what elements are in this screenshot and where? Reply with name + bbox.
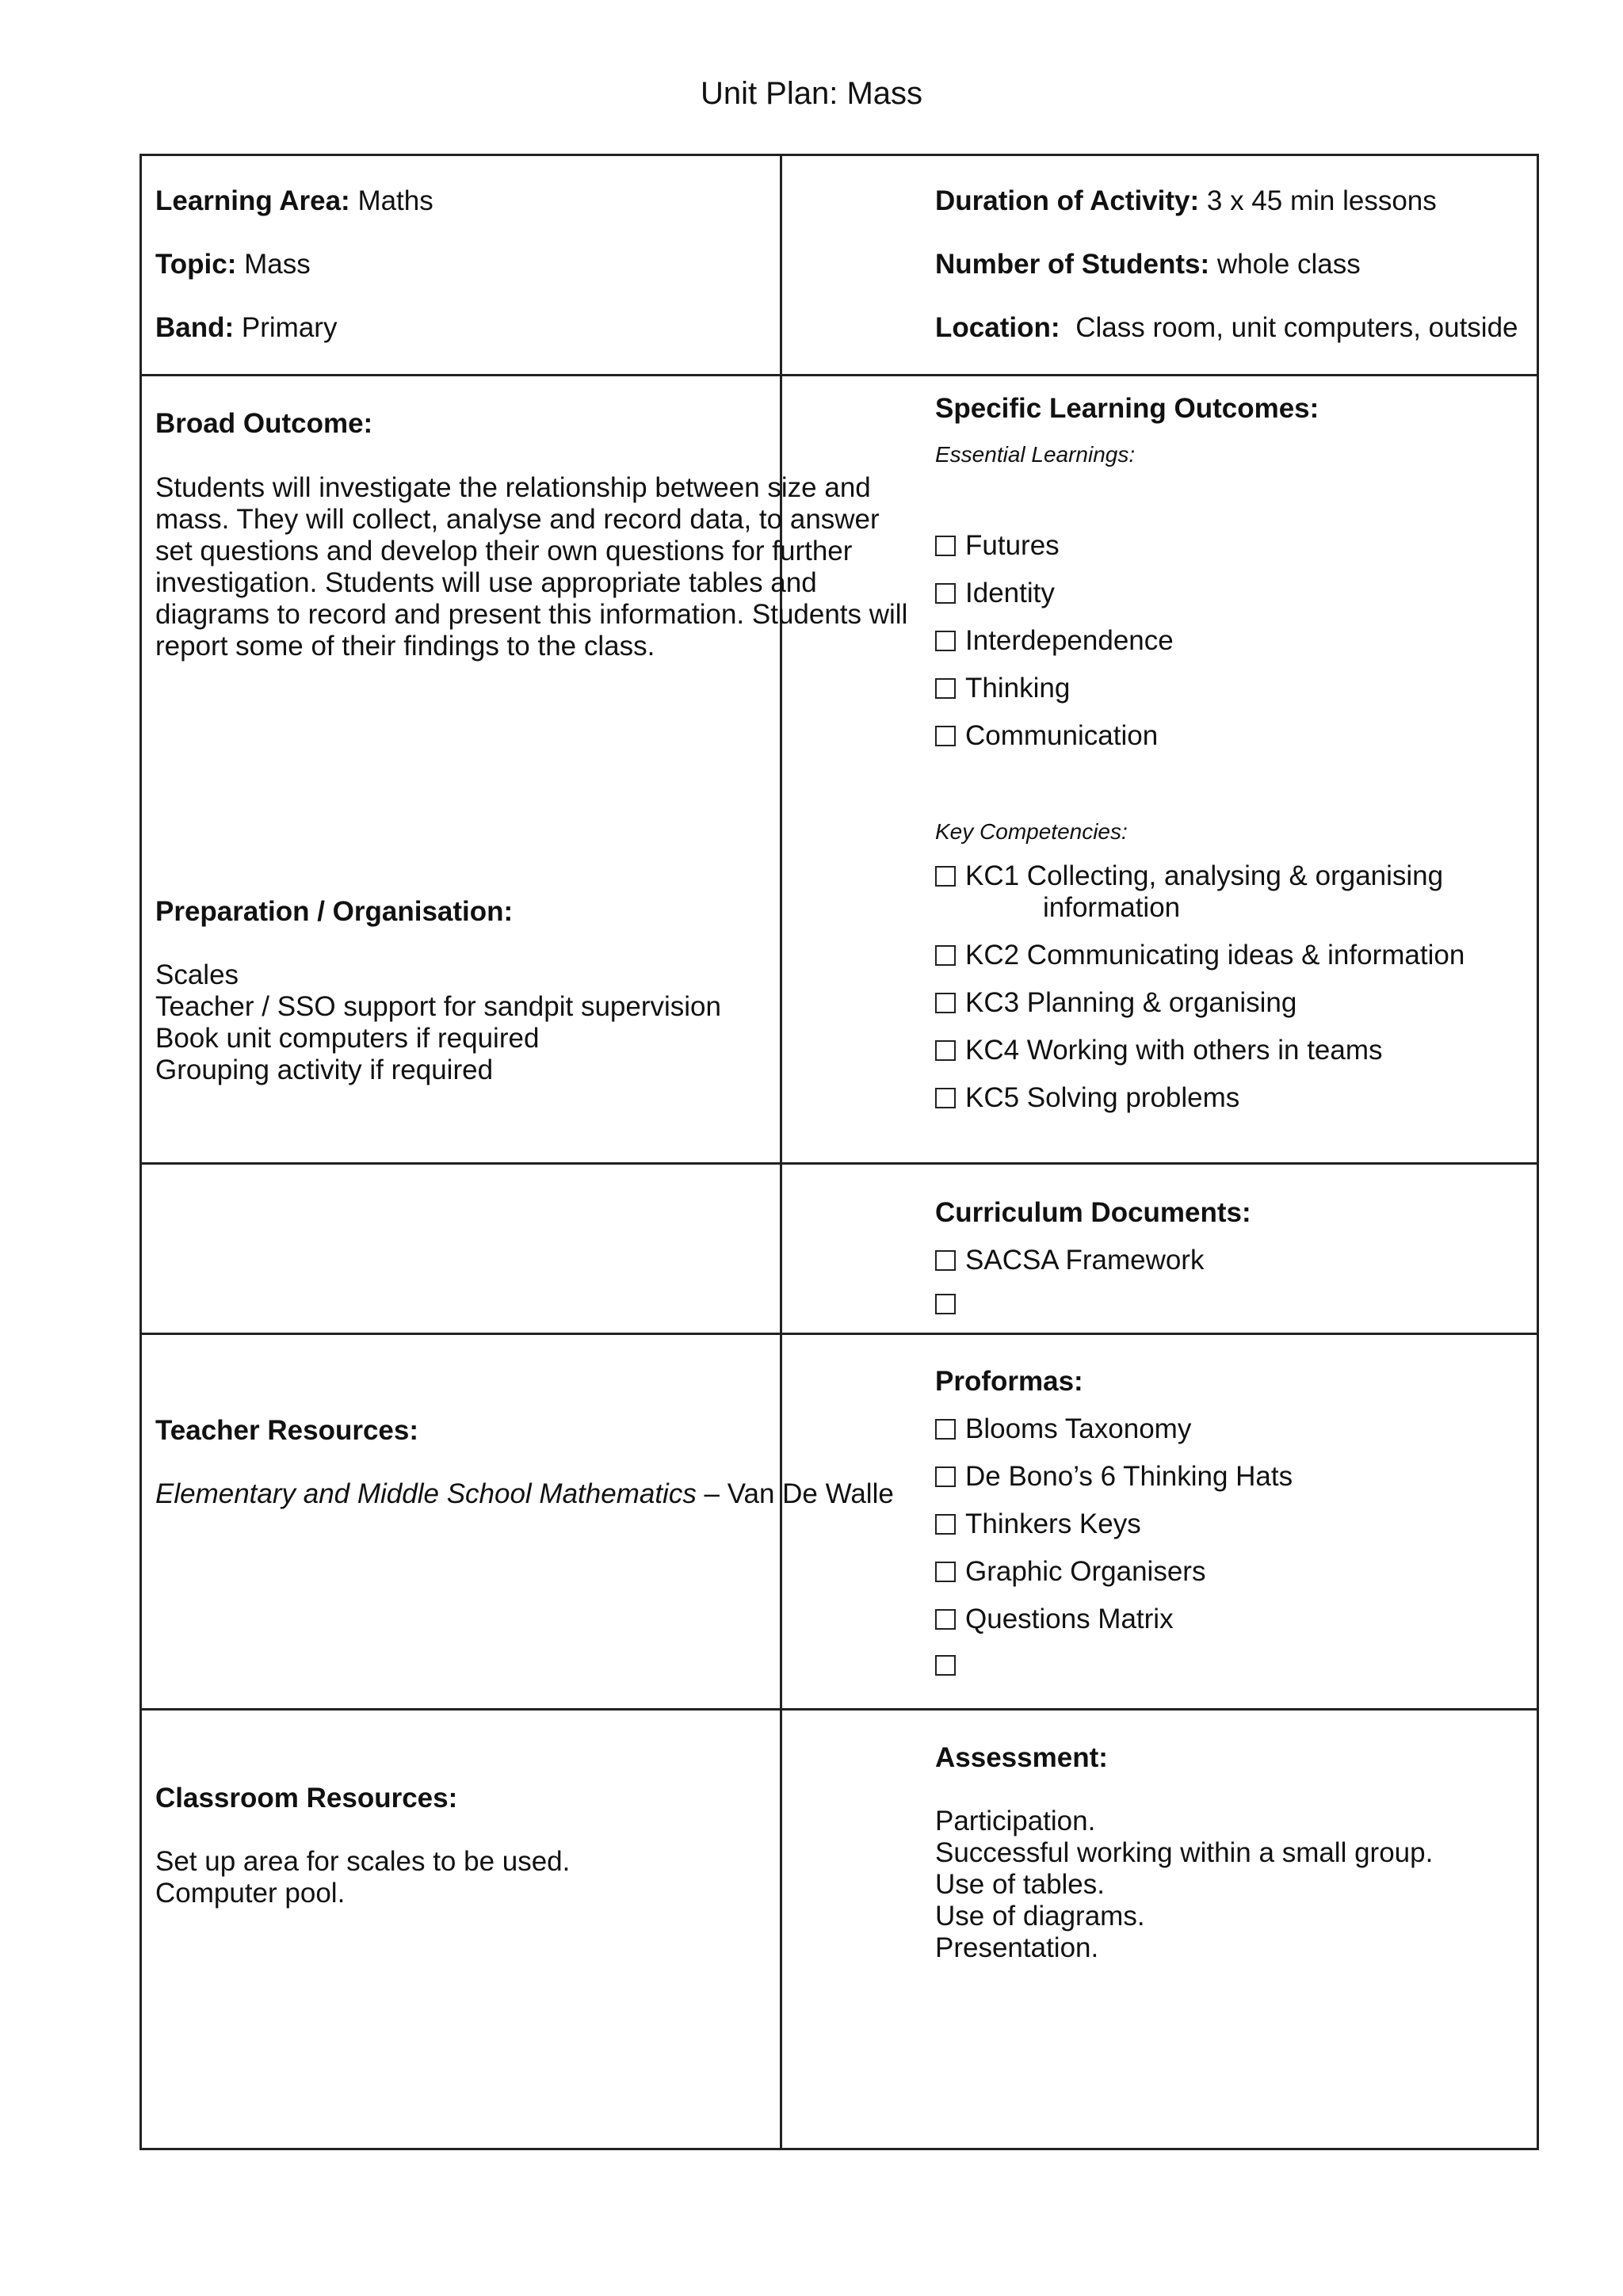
- preparation-item: Grouping activity if required: [155, 1055, 494, 1085]
- assessment-item: Use of tables.: [935, 1869, 1105, 1900]
- broad-outcome-label: Broad Outcome:: [155, 408, 373, 439]
- checkbox-item: De Bono’s 6 Thinking Hats: [935, 1461, 1293, 1493]
- checkbox-item: KC4 Working with others in teams: [935, 1035, 1383, 1066]
- specific-outcomes-label: Specific Learning Outcomes:: [935, 393, 1319, 424]
- checkbox[interactable]: [935, 1655, 956, 1676]
- preparation-item: Teacher / SSO support for sandpit supervision: [155, 991, 721, 1022]
- topic-label: Topic:: [155, 249, 237, 280]
- broad-outcome-line: mass. They will collect, analyse and record data, to answer: [155, 504, 880, 535]
- location-label: Location:: [935, 312, 1060, 343]
- broad-outcome-line: diagrams to record and present this information. Students will: [155, 599, 908, 630]
- checkbox[interactable]: [935, 1466, 956, 1487]
- broad-outcome-line: set questions and develop their own questions for further: [155, 536, 853, 566]
- duration-label: Duration of Activity:: [935, 185, 1200, 216]
- checkbox-item: Graphic Organisers: [935, 1556, 1205, 1588]
- checkbox-item: Interdependence: [935, 625, 1174, 657]
- row-divider: [139, 374, 1539, 376]
- assessment-label: Assessment:: [935, 1742, 1108, 1773]
- checkbox[interactable]: [935, 1294, 956, 1314]
- book-author: – Van De Walle: [696, 1478, 894, 1509]
- students-label: Number of Students:: [935, 249, 1210, 280]
- column-divider: [780, 154, 782, 2150]
- checkbox-item: Thinkers Keys: [935, 1508, 1141, 1540]
- checkbox[interactable]: [935, 1562, 956, 1582]
- checkbox-item: Identity: [935, 578, 1055, 609]
- duration-value: 3 x 45 min lessons: [1206, 185, 1437, 216]
- broad-outcome-line: report some of their findings to the class.: [155, 631, 655, 662]
- checkbox[interactable]: [935, 866, 956, 887]
- essential-learnings-label: Essential Learnings:: [935, 442, 1136, 467]
- checkbox-item: KC2 Communicating ideas & information: [935, 940, 1465, 971]
- checkbox[interactable]: [935, 1514, 956, 1535]
- checkbox[interactable]: [935, 726, 956, 746]
- assessment-item: Use of diagrams.: [935, 1901, 1145, 1932]
- assessment-item: Presentation.: [935, 1932, 1099, 1963]
- checkbox[interactable]: [935, 536, 956, 556]
- checkbox[interactable]: [935, 631, 956, 651]
- row-divider: [139, 1333, 1539, 1335]
- checkbox[interactable]: [935, 1088, 956, 1108]
- classroom-resources-label: Classroom Resources:: [155, 1783, 458, 1814]
- assessment-item: Participation.: [935, 1806, 1096, 1836]
- topic-value: Mass: [244, 249, 311, 280]
- broad-outcome-text: [155, 472, 908, 662]
- book-title: Elementary and Middle School Mathematics: [155, 1478, 697, 1509]
- classroom-resource-item: Set up area for scales to be used.: [155, 1846, 571, 1877]
- assessment-list: [935, 1806, 1522, 1964]
- broad-outcome-line: investigation. Students will use appropriate tables and: [155, 567, 817, 598]
- checkbox-item: KC3 Planning & organising: [935, 987, 1296, 1019]
- checkbox[interactable]: [935, 993, 956, 1013]
- preparation-item: Book unit computers if required: [155, 1023, 540, 1054]
- topic: [155, 249, 311, 280]
- teacher-resources-label: Teacher Resources:: [155, 1415, 419, 1446]
- checkbox[interactable]: [935, 678, 956, 699]
- preparation-label: Preparation / Organisation:: [155, 896, 514, 927]
- proformas-label: Proformas:: [935, 1366, 1083, 1397]
- checkbox-item: Thinking: [935, 673, 1070, 704]
- band-value: Primary: [241, 312, 338, 343]
- page-title: Unit Plan: Mass: [700, 76, 923, 111]
- checkbox[interactable]: [935, 1419, 956, 1440]
- checkbox[interactable]: [935, 945, 956, 966]
- checkbox-item: Futures: [935, 530, 1060, 562]
- teacher-resource-item: [155, 1478, 894, 1510]
- checkbox[interactable]: [935, 583, 956, 604]
- location: [935, 312, 1518, 344]
- preparation-list: [155, 959, 758, 1086]
- row-divider: [139, 1162, 1539, 1165]
- number-of-students: [935, 249, 1361, 280]
- checkbox-item: Questions Matrix: [935, 1604, 1174, 1635]
- band-label: Band:: [155, 312, 235, 343]
- broad-outcome-line: Students will investigate the relationship between size and: [155, 472, 871, 503]
- checkbox-item: KC1 Collecting, analysing & organising information: [935, 860, 1443, 924]
- checkbox-item: Blooms Taxonomy: [935, 1413, 1191, 1445]
- row-divider: [139, 1708, 1539, 1711]
- location-value: Class room, unit computers, outside: [1075, 312, 1518, 343]
- checkbox-item: [935, 1650, 965, 1681]
- checkbox-item: SACSA Framework: [935, 1245, 1204, 1276]
- band: [155, 312, 337, 344]
- classroom-resource-item: Computer pool.: [155, 1878, 346, 1909]
- checkbox-item: KC5 Solving problems: [935, 1082, 1239, 1114]
- key-competencies-label: Key Competencies:: [935, 819, 1128, 844]
- duration: [935, 185, 1437, 217]
- students-value: whole class: [1216, 249, 1361, 280]
- checkbox[interactable]: [935, 1609, 956, 1630]
- checkbox[interactable]: [935, 1040, 956, 1061]
- checkbox-item: [935, 1288, 965, 1320]
- learning-area: [155, 185, 433, 217]
- curriculum-label: Curriculum Documents:: [935, 1197, 1251, 1228]
- checkbox-item: Communication: [935, 720, 1158, 752]
- checkbox[interactable]: [935, 1250, 956, 1271]
- classroom-resources-list: [155, 1846, 758, 1909]
- learning-area-value: Maths: [357, 185, 433, 216]
- preparation-item: Scales: [155, 959, 239, 990]
- assessment-item: Successful working within a small group.: [935, 1837, 1434, 1868]
- learning-area-label: Learning Area:: [155, 185, 350, 216]
